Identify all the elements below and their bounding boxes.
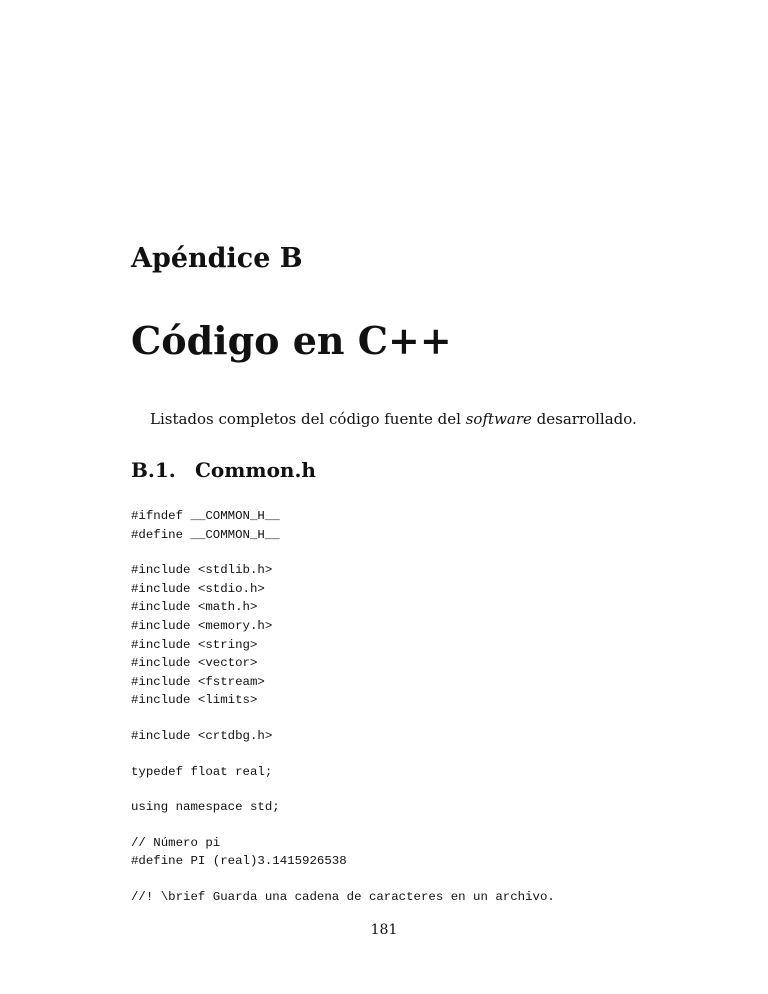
code-line: #include <stdio.h> [131,581,265,596]
code-listing [131,507,555,907]
intro-text-before: Listados completos del código fuente del [150,410,466,428]
section-heading [131,458,316,482]
code-line: #include <stdlib.h> [131,563,273,578]
code-blank-line [131,871,555,888]
code-line: #include <fstream> [131,674,265,689]
code-line: #define PI (real)3.1415926538 [131,854,347,869]
code-line: #include <crtdbg.h> [131,728,273,743]
code-line: #include <limits> [131,693,258,708]
code-blank-line [131,781,555,798]
code-line: #define __COMMON_H__ [131,527,280,542]
intro-text-after: desarrollado. [531,410,637,428]
code-line: #include <vector> [131,656,258,671]
code-line: #ifndef __COMMON_H__ [131,509,280,523]
section-number: B.1. [131,458,176,482]
code-blank-line [131,746,555,763]
code-line: //! \brief Guarda una cadena de caracteres en un archivo. [131,889,555,904]
code-blank-line [131,817,555,834]
chapter-title: Código en C++ [131,318,452,363]
code-line: #include <string> [131,637,258,652]
code-blank-line [131,710,555,727]
intro-emphasis: software [465,410,532,428]
code-line: // Número pi [131,835,221,850]
code-line: #include <math.h> [131,600,258,615]
appendix-label: Apéndice B [131,243,303,274]
code-line: using namespace std; [131,800,280,815]
section-title: Common.h [195,458,316,482]
intro-paragraph [150,410,637,428]
code-line: typedef float real; [131,764,273,779]
code-blank-line [131,544,555,561]
page-number: 181 [370,922,398,938]
code-line: #include <memory.h> [131,618,273,633]
